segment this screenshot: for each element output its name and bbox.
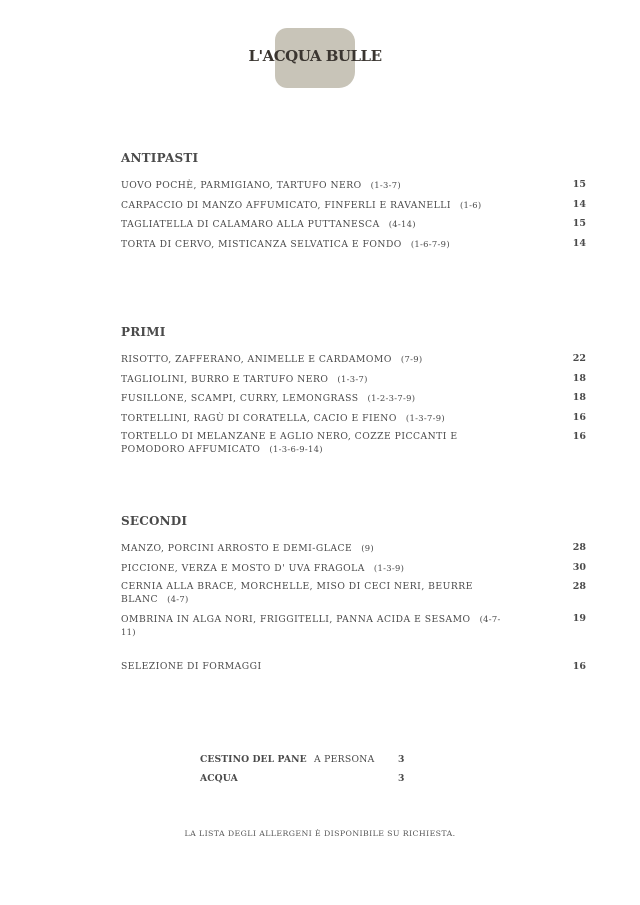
- menu-item: [121, 179, 586, 192]
- dish-name: RISOTTO, ZAFFERANO, ANIMELLE E CARDAMOMO: [121, 354, 392, 365]
- bread-unit: A PERSONA: [314, 754, 375, 765]
- section-title: SECONDI: [121, 514, 188, 528]
- menu-item: [121, 199, 586, 212]
- bread-price: 3: [398, 754, 405, 765]
- dish-price: 22: [572, 353, 586, 364]
- dish-name: TORTELLO DI MELANZANE E AGLIO NERO, COZZE PICCANTI E POMODORO AFFUMICATO: [121, 431, 458, 456]
- allergens: (9): [361, 543, 374, 553]
- dish-price: 18: [572, 392, 586, 404]
- section-title: ANTIPASTI: [121, 151, 199, 165]
- dish-name: TORTA DI CERVO, MISTICANZA SELVATICA E FONDO: [121, 238, 402, 250]
- allergens: (1-3-7): [337, 373, 368, 384]
- dish-name: FUSILLONE, SCAMPI, CURRY, LEMONGRASS: [121, 393, 359, 405]
- dish-price: 15: [572, 218, 586, 230]
- dish-name: MANZO, PORCINI ARROSTO E DEMI-GLACE: [121, 543, 353, 554]
- dish-price: 18: [572, 372, 586, 384]
- dish-price: 15: [572, 179, 586, 190]
- bread-label: CESTINO DEL PANE: [200, 754, 307, 765]
- allergens: (1-3-6-9-14): [269, 444, 323, 455]
- allergen-note: LA LISTA DEGLI ALLERGENI È DISPONIBILE SU RICHIESTA.: [184, 829, 456, 838]
- menu-item: [121, 218, 586, 231]
- dish-name: CERNIA ALLA BRACE, MORCHELLE, MISO DI CECI NERI, BEURRE BLANC: [121, 581, 473, 606]
- menu-item: [121, 562, 586, 575]
- menu-item: [121, 373, 586, 386]
- dish-price: 19: [572, 612, 586, 624]
- dish-price: 28: [572, 581, 586, 593]
- water-price: 3: [398, 773, 405, 784]
- dish-name: OMBRINA IN ALGA NORI, FRIGGITELLI, PANNA ACIDA E SESAMO: [121, 613, 471, 625]
- allergens: (1-6): [459, 199, 482, 210]
- allergens: (4-7-11): [121, 613, 501, 637]
- restaurant-logo: [245, 28, 385, 90]
- menu-item: [121, 392, 586, 405]
- menu-item: [121, 238, 586, 251]
- dish-price: 16: [572, 431, 586, 443]
- menu-item: [121, 431, 586, 456]
- allergens: (1-3-9): [373, 562, 405, 573]
- antipasti-section: [121, 151, 586, 257]
- water-row: [200, 769, 404, 788]
- dish-name: PICCIONE, VERZA E MOSTO D' UVA FRAGOLA: [121, 562, 365, 574]
- logo-text: L'ACQUA BULLE: [248, 47, 382, 65]
- menu-item: [121, 353, 586, 366]
- dish-name: TAGLIATELLA DI CALAMARO ALLA PUTTANESCA: [121, 219, 380, 231]
- menu-item: [121, 661, 586, 673]
- primi-section: [121, 325, 586, 463]
- dish-price: 28: [572, 542, 586, 553]
- allergens: (1-6-7-9): [410, 238, 450, 249]
- allergens: (4-7): [167, 594, 189, 605]
- dish-name: UOVO POCHÈ, PARMIGIANO, TARTUFO NERO: [121, 180, 362, 191]
- menu-item: [121, 412, 586, 425]
- allergens: (1-3-7-9): [405, 412, 445, 423]
- dish-price: 14: [572, 237, 586, 249]
- menu-item: [121, 542, 586, 555]
- dish-price: 30: [572, 561, 586, 573]
- dish-name: SELEZIONE DI FORMAGGI: [121, 660, 262, 672]
- section-title: PRIMI: [121, 325, 166, 339]
- dish-price: 16: [572, 660, 586, 672]
- dish-price: 14: [572, 198, 586, 210]
- allergens: (4-14): [388, 219, 416, 230]
- menu-item: [121, 581, 586, 606]
- dish-price: 16: [572, 411, 586, 423]
- allergens: (1-2-3-7-9): [367, 393, 416, 404]
- bread-row: [200, 750, 404, 769]
- dish-name: TORTELLINI, RAGÙ DI CORATELLA, CACIO E FIENO: [121, 412, 397, 424]
- dish-name: CARPACCIO DI MANZO AFFUMICATO, FINFERLI E RAVANELLI: [121, 199, 451, 211]
- dish-name: TAGLIOLINI, BURRO E TARTUFO NERO: [121, 373, 329, 385]
- allergens: (1-3-7): [370, 180, 401, 190]
- menu-item: [121, 613, 586, 639]
- allergens: (7-9): [400, 354, 423, 364]
- secondi-section: [121, 514, 586, 679]
- water-label: ACQUA: [200, 773, 238, 784]
- extras-block: [200, 750, 404, 788]
